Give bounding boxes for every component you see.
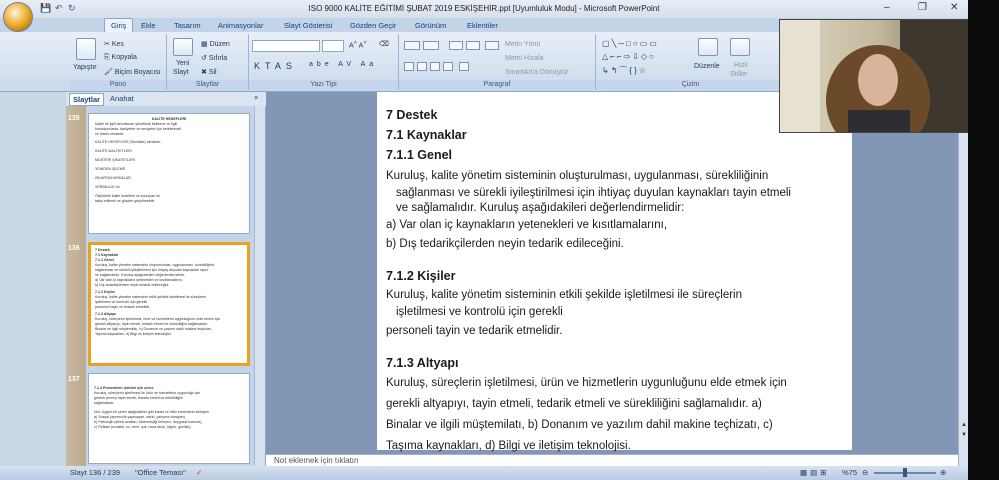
close-pane-icon[interactable]: ×	[254, 93, 259, 102]
participant-video	[780, 20, 979, 133]
thumbnail-text: ve tutarlı olmalıdır.	[95, 132, 125, 136]
arrange-button[interactable]: Düzenle	[694, 63, 720, 70]
slides-pane	[66, 92, 266, 466]
maximize-button[interactable]: ❐	[918, 2, 927, 13]
spellcheck-icon[interactable]: ✓	[196, 468, 203, 477]
tab-animasyonlar[interactable]: Animasyonlar	[218, 21, 264, 30]
zoom-out-icon[interactable]: ⊖	[862, 468, 869, 477]
text-direction-button[interactable]: Metin Yönü	[505, 41, 541, 48]
slide-thumbnail-135[interactable]	[88, 113, 250, 234]
format-painter-button[interactable]: 🖌 Biçim Boyacısı	[104, 69, 161, 76]
status-bar	[0, 466, 968, 480]
thumbnail-number: 135	[68, 115, 80, 122]
thumbnail-text: Not: Uygun bir çevre aşağıdakiler gibi insani ve fiziki etmenlerin birleşimi	[94, 410, 209, 414]
grow-font-button[interactable]: A˄ A˅	[349, 40, 367, 50]
thumbnail-text: 7.1.2 Kişiler	[95, 290, 115, 294]
group-label-cizim: Çizim	[596, 80, 785, 90]
list-item: b) Dış tedarikçilerden neyin tedarik edileceğini.	[386, 238, 624, 250]
scroll-down-icon[interactable]: ▼	[961, 432, 967, 438]
copy-label: Kopyala	[111, 54, 137, 61]
increase-indent-icon[interactable]	[466, 41, 480, 50]
tab-giris[interactable]: Giriş	[104, 18, 133, 32]
thumbnail-text: Ölçülebilir kalite hedefleri ve sonuçları ile	[95, 194, 160, 198]
thumbnail-text: KALİTE HEDEFLERİ	[151, 117, 187, 121]
slide-subheading: 7.1 Kaynaklar	[386, 128, 467, 142]
editor-scrollbar[interactable]	[958, 92, 968, 466]
redo-icon[interactable]: ↻	[68, 3, 76, 13]
body-text: personeli tayin ve tedarik etmelidir.	[386, 325, 563, 337]
line-spacing-icon[interactable]	[485, 41, 499, 50]
thumbnail-text: personeli tayin ve tedarik etmelidir.	[95, 305, 151, 309]
group-label-yazi-tipi: Yazı Tipi	[249, 80, 398, 90]
slides-pane-tabs	[66, 92, 266, 106]
thumbnail-text: takip edilmeli ve gözden geçirilmelidir.	[95, 199, 156, 203]
decrease-indent-icon[interactable]	[449, 41, 463, 50]
thumbnail-text: sağlamalıdır.	[94, 401, 115, 405]
thumbnail-text: YENİDEN İŞLEME	[95, 167, 126, 171]
bullets-icon[interactable]	[404, 41, 420, 50]
delete-label: Sil	[208, 69, 217, 76]
body-text: Kuruluş, süreçlerin işletilmesi, ürün ve hizmetlerin uygunluğunu elde etmek için	[386, 377, 787, 389]
new-slide-label-1[interactable]: Yeni	[176, 60, 190, 67]
paste-icon[interactable]	[76, 38, 96, 60]
tab-eklentiler[interactable]: Eklentiler	[467, 21, 498, 30]
screen-border	[968, 0, 999, 480]
window-title: ISO 9000 KALİTE EĞİTİMİ ŞUBAT 2019 ESKİŞEHİR.ppt [Uyumluluk Modu] - Microsoft PowerPoint	[308, 4, 660, 13]
quick-styles-icon[interactable]	[730, 38, 750, 56]
reset-button[interactable]: ↺ Sıfırla	[201, 55, 228, 62]
align-right-icon[interactable]	[430, 62, 440, 71]
clear-format-button[interactable]: ⌫	[379, 41, 389, 48]
group-label-slaytlar: Slaytlar	[167, 80, 248, 90]
thumbnail-text: Kuruluş, süreçlerin işletilmesi ile ürün ve hizmetlerin uygunluğu için	[94, 391, 201, 395]
numbering-icon[interactable]	[423, 41, 439, 50]
thumbnail-text: sağlanması ve sürekli iyileştirilmesi için ihtiyaç duyulan kaynakları tayin	[95, 268, 208, 272]
title-bar	[0, 0, 968, 18]
reset-label: Sıfırla	[208, 55, 228, 62]
tab-gozden-gecir[interactable]: Gözden Geçir	[350, 21, 397, 30]
thumbnail-text: Kuruluş, süreçlerin işletilmesi, ürün ve hizmetlerin uygunluğunu elde etmek için	[95, 317, 221, 321]
thumbnail-gutter	[66, 106, 86, 466]
align-text-button[interactable]: Metni Hizala	[505, 55, 544, 62]
paste-button[interactable]: Yapıştır	[73, 64, 97, 71]
body-text: Taşıma kaynakları, d) Bilgi ve iletişim teknolojisi.	[386, 440, 631, 452]
thumbnail-text: b) Psikolojik (stresi azaltan, tükenmişliği önleyen, duygusal koruma),	[94, 420, 203, 424]
new-slide-label-2[interactable]: Slayt	[173, 69, 189, 76]
thumbnail-text: b) Dış tedarikçilerden neyin tedarik edileceğini.	[95, 283, 170, 287]
quick-styles-label-2[interactable]: Stiller	[730, 71, 748, 78]
thumbnail-text: işletilmesi ve kontrolü için gerekli	[95, 300, 148, 304]
tab-tasarim[interactable]: Tasarım	[174, 21, 201, 30]
view-buttons[interactable]: ▦▤⊞	[800, 468, 830, 477]
slide-heading: 7 Destek	[386, 108, 438, 122]
font-extra-buttons[interactable]: abe AV Aa	[309, 61, 378, 68]
thumbnail-text: ve sağlamalıdır. Kuruluş aşağıdakileri değerlendirmelidir:	[95, 273, 186, 277]
align-center-icon[interactable]	[417, 62, 427, 71]
thumbnail-number: 137	[68, 376, 80, 383]
current-slide[interactable]	[377, 92, 852, 450]
group-label-paragraf: Paragraf	[399, 80, 595, 90]
body-text: işletilmesi ve kontrolü için gerekli	[396, 306, 563, 318]
arrange-icon[interactable]	[698, 38, 718, 56]
new-slide-icon[interactable]	[173, 38, 193, 56]
body-text: gerekli altyapıyı, tayin etmeli, tedarik etmeli ve sürekliliğini sağlamalıdır. a)	[386, 398, 762, 410]
thumbnail-text: 7.1.1 Genel	[95, 258, 114, 262]
thumbnail-text: Kuruluş, kalite yönetim sisteminin etkili şekilde işletilmesi ile süreçlerin	[95, 295, 207, 299]
thumbnail-text: KALİTE HEDEFLERİ (Sözlükte) olmalıdır.	[95, 140, 162, 144]
layout-button[interactable]: ▦ Düzen	[201, 41, 230, 48]
tab-slayt-gosterisi[interactable]: Slayt Gösterisi	[284, 21, 333, 30]
scroll-up-icon[interactable]: ▲	[961, 422, 967, 428]
thumbnail-text: MÜŞTERİ ŞİKAYETLERİ	[95, 158, 136, 162]
save-icon[interactable]: 💾	[40, 3, 52, 13]
thumbnail-text: a) Var olan iç kaynakların yetenekleri ve kısıtlamalarını,	[95, 278, 183, 282]
section-heading: 7.1.1 Genel	[386, 148, 453, 162]
zoom-level[interactable]: %75	[842, 468, 858, 477]
tab-ekle[interactable]: Ekle	[141, 21, 156, 30]
thumbnail-text: Taşıma kaynakları, d) Bilgi ve iletişim teknolojisi.	[95, 332, 172, 336]
thumbnail-text: 7 Destek	[95, 248, 110, 252]
body-text: ve sağlamalıdır. Kuruluş aşağıdakileri değerlendirmelidir:	[396, 202, 685, 214]
slide-thumbnail-137[interactable]	[88, 373, 250, 464]
spacer	[386, 341, 852, 353]
thumbnail-text: gerekli altyapıyı, tayin etmeli, tedarik etmeli ve sürekliliğini sağlamalıdır.	[95, 322, 209, 326]
shapes-gallery[interactable]: ▢╲─□○▭▭	[602, 39, 659, 48]
group-cizim	[596, 34, 786, 90]
body-text: Kuruluş, kalite yönetim sisteminin oluşturulması, uygulanması, sürekliliğinin	[386, 170, 769, 182]
group-label-pano: Pano	[70, 80, 166, 90]
delete-button[interactable]: ✖ Sil	[201, 69, 217, 76]
thumbnail-text: Binalar ve ilgili müştemilatı, b) Donanım ve yazılım dahil makine teçhizatı,	[95, 327, 212, 331]
thumbnail-number: 136	[68, 245, 80, 252]
thumbnail-text: a) Sosyal (ayrımcılık yapmayan, sakin, çatışma olmayan),	[94, 415, 186, 419]
tab-anahat[interactable]: Anahat	[110, 94, 134, 103]
group-pano	[70, 34, 167, 90]
slide-editor	[266, 92, 958, 454]
zoom-slider-thumb[interactable]	[903, 468, 907, 477]
align-left-icon[interactable]	[404, 62, 414, 71]
slide-counter: Slayt 136 / 239	[70, 468, 121, 477]
thumbnail-text: 7.1.4 Proseslerin işletimi için çevre	[94, 386, 154, 390]
thumbnail-text: 7.1.3 Altyapı	[95, 312, 116, 316]
minimize-button[interactable]: –	[884, 2, 890, 13]
thumbnail-text: VERİMLİLİK vb.	[95, 185, 121, 189]
quick-styles-label-1[interactable]: Hızlı	[734, 62, 748, 69]
list-item: a) Var olan iç kaynakların yetenekleri ve kısıtlamalarını,	[386, 219, 668, 231]
tab-gorunum[interactable]: Görünüm	[415, 21, 447, 30]
thumbnail-text: Kalite ile ilgili tanımlanan yönetimle belirlenir ve ilgili	[95, 122, 178, 126]
zoom-in-icon[interactable]: ⊕	[940, 468, 947, 477]
tab-slaytlar[interactable]: Slaytlar	[69, 93, 104, 106]
thumbnail-text: c) Fiziksel (sıcaklık, ısı, nem, ışık, hava akışı, hijyen, gürültü).	[94, 425, 192, 429]
thumbnail-text: İSKARTA/HURDALAR	[95, 176, 131, 180]
office-button[interactable]	[3, 2, 33, 32]
shapes-gallery-row2[interactable]: △⌐⌐⇨⇩◇○	[602, 52, 656, 61]
group-slaytlar	[167, 34, 249, 90]
slides-pane-scrollbar[interactable]	[254, 106, 265, 466]
spacer	[386, 254, 852, 266]
group-yazi-tipi	[249, 34, 399, 90]
section-heading: 7.1.3 Altyapı	[386, 356, 459, 370]
columns-icon[interactable]	[459, 62, 469, 71]
theme-name: "Office Teması"	[135, 468, 186, 477]
undo-icon[interactable]: ↶	[55, 3, 63, 13]
thumbnail-text: Kuruluş, kalite yönetim sisteminin oluşturulması, uygulanması, sürekliliğinin	[95, 263, 215, 267]
font-style-buttons[interactable]: KTAS	[254, 61, 297, 71]
smartart-button[interactable]: SmartArt'a Dönüştür	[505, 69, 569, 76]
slide-thumbnail-136[interactable]	[88, 242, 250, 366]
shapes-gallery-row3[interactable]: ↳↰⌒{}☆	[602, 66, 648, 75]
thumbnail-text: gerekli çevreyi tayin etmeli, tedarik etmeli ve sürekliliğini	[94, 396, 183, 400]
format-painter-label: Biçim Boyacısı	[114, 69, 161, 76]
body-text: sağlanması ve sürekli iyileştirilmesi için ihtiyaç duyulan kaynakları tayin etmeli	[396, 187, 791, 199]
thumbnail-text: KALİTE MALİYETLERİ	[95, 149, 132, 153]
close-button[interactable]: ✕	[950, 2, 959, 13]
thumbnail-text: fonksiyonlarda, faaliyetler ve seviyeler için belirlenmeli	[95, 127, 182, 131]
thumbnail-text: 7.1 Kaynaklar	[95, 253, 119, 257]
section-heading: 7.1.2 Kişiler	[386, 269, 456, 283]
layout-label: Düzen	[209, 41, 230, 48]
font-size-input[interactable]	[322, 40, 344, 52]
copy-button[interactable]: ⎘ Kopyala	[104, 54, 137, 61]
body-text: Kuruluş, kalite yönetim sisteminin etkili şekilde işletilmesi ile süreçlerin	[386, 289, 742, 301]
font-name-input[interactable]	[252, 40, 320, 52]
justify-icon[interactable]	[443, 62, 453, 71]
group-paragraf	[399, 34, 596, 90]
body-text: Binalar ve ilgili müştemilatı, b) Donanım ve yazılım dahil makine teçhizatı, c)	[386, 419, 773, 431]
cut-label: Kes	[111, 41, 124, 48]
cut-button[interactable]: ✂ Kes	[104, 41, 124, 48]
notes-pane[interactable]: Not eklemek için tıklatın	[266, 454, 958, 466]
webcam-overlay	[779, 19, 979, 133]
